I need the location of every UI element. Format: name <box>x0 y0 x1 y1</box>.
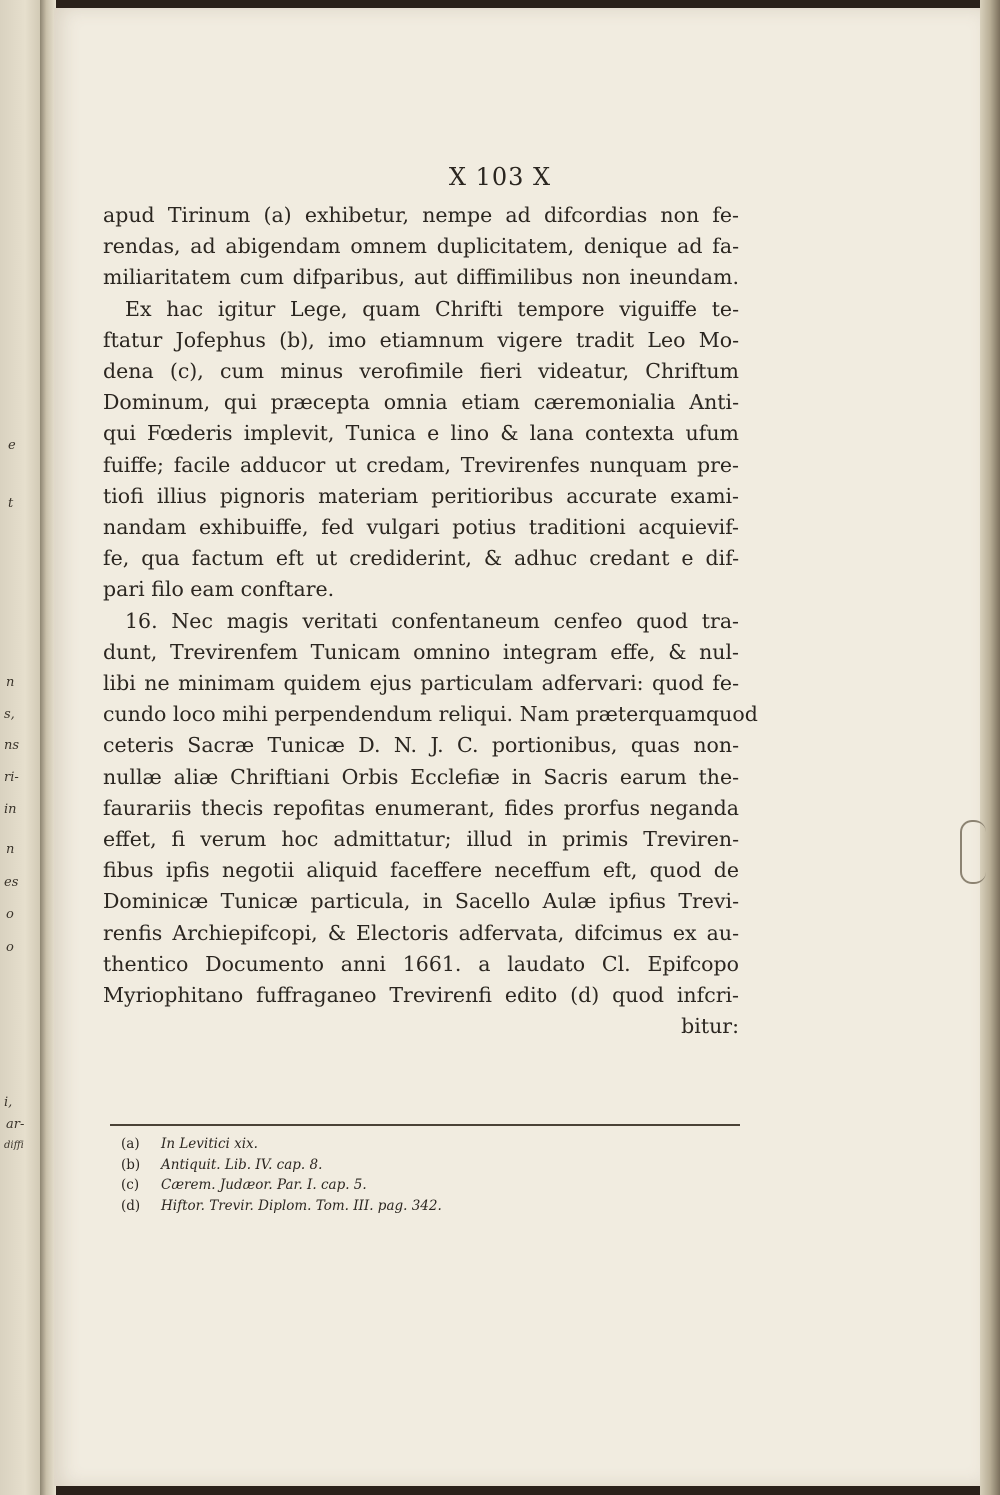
margin-fragment: diffi <box>4 1140 24 1151</box>
main-text <box>103 200 758 1042</box>
margin-fragment: n <box>6 675 15 690</box>
running-header: X 103 X <box>448 163 552 191</box>
footnote <box>121 1196 681 1217</box>
margin-fragment: ar- <box>6 1117 25 1132</box>
catchword: bitur: <box>681 1014 739 1039</box>
margin-fragment: o <box>6 940 14 955</box>
margin-fragment: s, <box>4 707 15 722</box>
text-line: fe, qua factum eft ut crediderint, & adhuc credant e dif- <box>103 546 739 571</box>
footnote-label: (b) <box>121 1156 141 1173</box>
footnote-text: Antiquit. Lib. IV. cap. 8. <box>161 1156 323 1173</box>
margin-fragment: n <box>6 842 15 857</box>
text-line: apud Tirinum (a) exhibetur, nempe ad difcordias non fe- <box>103 203 739 227</box>
margin-fragment: ri- <box>4 770 19 785</box>
text-line: ftatur Jofephus (b), imo etiamnum vigere tradit Leo Mo- <box>103 327 739 352</box>
text-line: thentico Documento anni 1661. a laudato Cl. Epifcopo <box>103 951 739 976</box>
margin-fragment: e <box>8 438 16 453</box>
text-line: dena (c), cum minus verofimile fieri videatur, Chriftum <box>103 359 739 384</box>
margin-fragment: es <box>4 875 19 890</box>
margin-fragment: in <box>4 802 17 817</box>
footnotes <box>121 1134 681 1216</box>
text-line: miliaritatem cum difparibus, aut diffimilibus non ineundam. <box>103 265 739 290</box>
text-line: qui Fœderis implevit, Tunica e lino & lana contexta ufum <box>103 421 739 446</box>
page-fore-edge <box>980 0 1000 1495</box>
footnote-rule <box>110 1124 740 1126</box>
page-clip <box>960 820 986 884</box>
footnote-text: Hiftor. Trevir. Diplom. Tom. III. pag. 342. <box>161 1197 442 1214</box>
text-line: renfis Archiepifcopi, & Electoris adfervata, difcimus ex au- <box>103 920 739 945</box>
text-line: cundo loco mihi perpendendum reliqui. Nam præterquamquod <box>103 702 758 727</box>
text-line: fibus ipfis negotii aliquid faceffere neceffum eft, quod de <box>103 858 739 883</box>
margin-fragment: o <box>6 907 14 922</box>
text-line: libi ne minimam quidem ejus particulam adfervari: quod fe- <box>103 671 739 696</box>
margin-fragment: t <box>8 496 14 511</box>
footnote-text: In Levitici xix. <box>161 1136 258 1152</box>
text-line: tiofi illius pignoris materiam peritioribus accurate exami- <box>103 483 739 508</box>
text-line: pari filo eam conftare. <box>103 577 335 602</box>
margin-fragment: ns <box>4 738 20 753</box>
text-line: rendas, ad abigendam omnem duplicitatem, denique ad fa- <box>103 234 739 259</box>
text-line: Myriophitano fuffraganeo Trevirenfi edito (d) quod infcri- <box>103 983 739 1008</box>
text-line: effet, fi verum hoc admittatur; illud in primis Treviren- <box>103 827 739 852</box>
margin-fragment: i, <box>4 1095 13 1110</box>
text-line: faurariis thecis repofitas enumerant, fides prorfus neganda <box>103 795 739 820</box>
text-line: Dominum, qui præcepta omnia etiam cæremonialia Anti- <box>103 390 739 415</box>
text-line: Ex hac igitur Lege, quam Chrifti tempore viguiffe te- <box>125 296 739 321</box>
footnote-text: Cærem. Judæor. Par. I. cap. 5. <box>161 1177 367 1193</box>
text-line: ceteris Sacræ Tunicæ D. N. J. C. portionibus, quas non- <box>103 733 739 758</box>
text-line: Dominicæ Tunicæ particula, in Sacello Aulæ ipfius Trevi- <box>103 889 739 914</box>
footnote <box>121 1134 681 1155</box>
facing-page-edge <box>0 0 42 1495</box>
footnote-label: (a) <box>121 1136 140 1152</box>
footnote-label: (c) <box>121 1177 140 1193</box>
text-line: 16. Nec magis veritati confentaneum cenfeo quod tra- <box>125 608 739 633</box>
text-line: nullæ aliæ Chriftiani Orbis Ecclefiæ in Sacris earum the- <box>103 764 739 789</box>
text-line: dunt, Trevirenfem Tunicam omnino integram effe, & nul- <box>103 639 739 664</box>
text-line: nandam exhibuiffe, fed vulgari potius traditioni acquievif- <box>103 515 739 540</box>
footnote <box>121 1155 681 1176</box>
footnote-label: (d) <box>121 1197 141 1214</box>
text-line: fuiffe; facile adducor ut credam, Trevirenfes nunquam pre- <box>103 452 739 477</box>
footnote <box>121 1175 681 1196</box>
